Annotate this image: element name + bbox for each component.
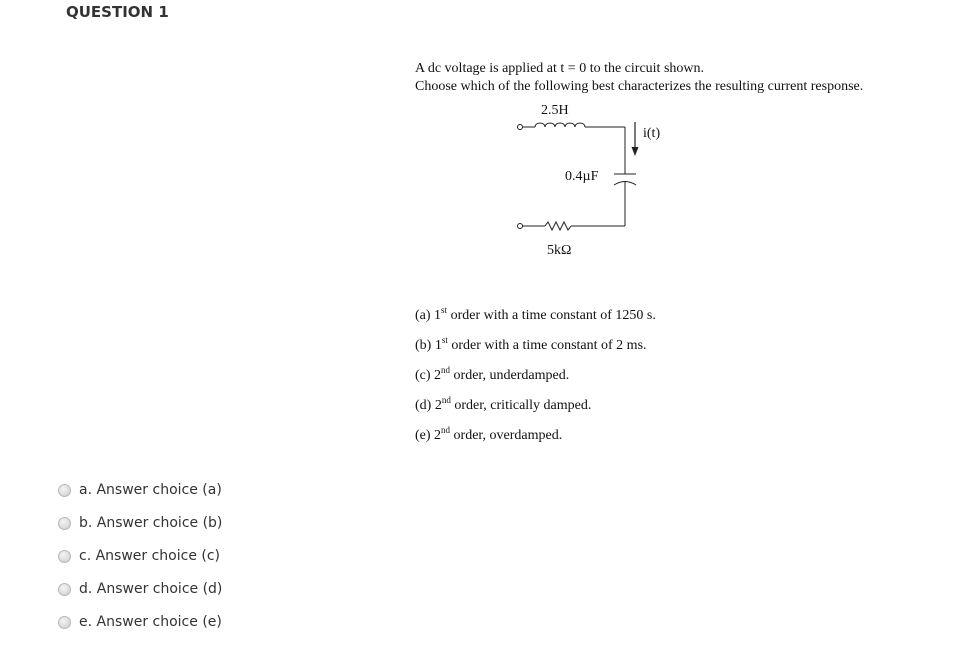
question-title: QUESTION 1 — [66, 3, 169, 21]
choice-e: (e) 2nd order, overdamped. — [415, 425, 563, 443]
radio-button-d[interactable] — [58, 583, 71, 596]
capacitor-label: 0.4µF — [565, 169, 599, 184]
choice-c: (c) 2nd order, underdamped. — [415, 365, 570, 383]
answer-option-c[interactable] — [58, 546, 222, 579]
choice-d: (d) 2nd order, critically damped. — [415, 395, 592, 413]
resistor-symbol — [545, 222, 571, 230]
answer-options — [58, 480, 222, 645]
answer-option-a[interactable] — [58, 480, 222, 513]
answer-label-d[interactable]: d. Answer choice (d) — [79, 581, 223, 597]
choice-list — [415, 306, 656, 456]
current-label: i(t) — [643, 126, 661, 141]
choice-a: (a) 1st order with a time constant of 1250 s. — [415, 305, 656, 323]
prompt-line-2: Choose which of the following best characterizes the resulting current response. — [415, 79, 864, 94]
resistor-label: 5kΩ — [547, 243, 572, 258]
radio-button-b[interactable] — [58, 517, 71, 530]
inductor-symbol — [535, 123, 585, 127]
answer-label-a[interactable]: a. Answer choice (a) — [79, 482, 222, 498]
question-prompt — [415, 60, 863, 96]
choice-b: (b) 1st order with a time constant of 2 ms. — [415, 335, 647, 353]
top-terminal — [518, 125, 523, 130]
answer-label-c[interactable]: c. Answer choice (c) — [79, 548, 221, 564]
radio-button-c[interactable] — [58, 550, 71, 563]
answer-option-b[interactable] — [58, 513, 222, 546]
answer-option-e[interactable] — [58, 612, 222, 645]
circuit-diagram — [505, 96, 685, 261]
answer-option-d[interactable] — [58, 579, 222, 612]
inductor-label: 2.5H — [541, 103, 569, 118]
answer-label-b[interactable]: b. Answer choice (b) — [79, 515, 223, 531]
radio-button-a[interactable] — [58, 484, 71, 497]
prompt-line-1: A dc voltage is applied at t = 0 to the circuit shown. — [415, 61, 705, 76]
answer-label-e[interactable]: e. Answer choice (e) — [79, 614, 222, 630]
current-arrow-head — [632, 147, 639, 156]
bottom-terminal — [518, 224, 523, 229]
radio-button-e[interactable] — [58, 616, 71, 629]
